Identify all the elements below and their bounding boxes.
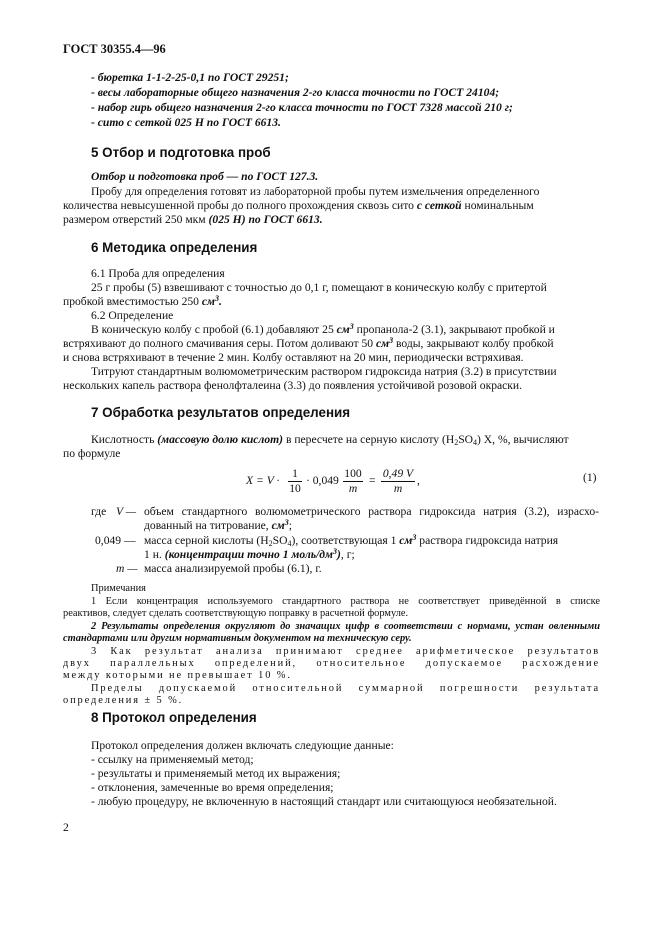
section-5-text-line: размером отверстий 250 мкм (025 Н) по ГОСТ 6613. bbox=[63, 213, 323, 226]
where-v-definition-line: объем стандартного волюмометрического раствора гидроксида натрия (3.2), израсхо- bbox=[144, 505, 599, 518]
section-7-intro-line: Кислотность (массовую долю кислот) в пересчете на серную кислоту $(H_2SO_4)$ X, %, вычисляют bbox=[91, 433, 569, 447]
note-3-line: двух параллельных определений, относительное допускаемое расхождение bbox=[63, 658, 600, 669]
formula-fraction-3-numerator: 0,49 V bbox=[382, 467, 414, 480]
where-m-definition-line: масса анализируемой пробы (6.1), г. bbox=[144, 562, 322, 575]
section-6-text-line: нескольких капель раствора фенолфталеина (3.3) до появления устойчивой розовой окраски. bbox=[63, 379, 523, 392]
section-5-text-line: количества невысушенной пробы до полного прохождения сквозь сито с сеткой номинальным bbox=[63, 199, 534, 212]
section-7-heading: 7 Обработка результатов определения bbox=[91, 405, 351, 420]
where-label: где bbox=[91, 505, 107, 518]
formula-coefficient: · 0,049 bbox=[306, 474, 339, 487]
section-6-text-line: и снова встряхивают в течение 2 мин. Колбу оставляют на 20 мин, периодически встряхивая. bbox=[63, 351, 524, 364]
section-6-text-line: Титруют стандартным волюмометрическим раствором гидроксида натрия (3.2) в присутствии bbox=[91, 365, 557, 378]
protocol-list-item: - любую процедуру, не включенную в настоящий стандарт или считающуюся необязательной. bbox=[91, 795, 557, 808]
note-3-line: между которыми не превышает 10 %. bbox=[63, 670, 292, 681]
subsection-6-1-title: 6.1 Проба для определения bbox=[91, 267, 225, 280]
formula-fraction-3-denominator: m bbox=[393, 482, 403, 495]
section-5-heading: 5 Отбор и подготовка проб bbox=[91, 145, 271, 160]
section-6-text-line: пробкой вместимостью 250 $см^3$. bbox=[63, 294, 222, 308]
note-2-line: 2 Результаты определения округляют до значащих цифр в соответствии с нормами, устан овленными bbox=[91, 621, 600, 632]
section-7-intro-line: по формуле bbox=[63, 447, 121, 460]
equipment-item: - сито с сеткой 025 Н по ГОСТ 6613. bbox=[91, 116, 281, 129]
formula-equals: = bbox=[369, 474, 376, 487]
section-5-subheading: Отбор и подготовка проб — по ГОСТ 127.3. bbox=[91, 170, 319, 183]
where-symbol-coefficient: 0,049 — bbox=[95, 534, 136, 547]
note-1-line: реактивов, следует сделать соответствующую поправку в расчетной формуле. bbox=[63, 608, 409, 619]
subsection-6-2-title: 6.2 Определение bbox=[91, 309, 174, 322]
where-symbol-v: V — bbox=[116, 505, 137, 518]
formula-fraction-2-denominator: m bbox=[348, 482, 358, 495]
formula-fraction-1-denominator: 10 bbox=[289, 482, 301, 495]
protocol-list-item: - ссылку на применяемый метод; bbox=[91, 753, 254, 766]
where-coefficient-definition-line: 1 н. (концентрации точно 1 моль/$дм^3$), г; bbox=[144, 547, 355, 561]
note-2-line: стандартами или другим нормативным документом на техническую серу. bbox=[63, 633, 412, 644]
section-6-heading: 6 Методика определения bbox=[91, 240, 258, 255]
section-6-text-line: 25 г пробы (5) взвешивают с точностью до 0,1 г, помещают в коническую колбу с притертой bbox=[91, 281, 547, 294]
equipment-item: - бюретка 1-1-2-25-0,1 по ГОСТ 29251; bbox=[91, 71, 289, 84]
note-3-line: 3 Как результат анализа принимают среднее арифметическое результатов bbox=[91, 646, 600, 657]
where-coefficient-definition-line: масса серной кислоты $(H_2SO_4)$, соответствующая 1 $см^3$ раствора гидроксида натрия bbox=[144, 533, 559, 548]
formula-trailing-comma: , bbox=[417, 474, 420, 487]
section-6-text-line: В коническую колбу с пробой (6.1) добавляют 25 $см^3$ пропанола-2 (3.1), закрывают пробкой и bbox=[91, 322, 555, 336]
section-8-heading: 8 Протокол определения bbox=[91, 710, 257, 725]
note-4-line: Пределы допускаемой относительной суммарной погрешности результата bbox=[91, 683, 600, 694]
section-8-intro: Протокол определения должен включать следующие данные: bbox=[91, 739, 394, 752]
equipment-item: - весы лабораторные общего назначения 2-го класса точности по ГОСТ 24104; bbox=[91, 86, 500, 99]
formula-lhs: X = V · bbox=[246, 474, 280, 487]
note-1-line: 1 Если концентрация используемого стандартного раствора не соответствует приведённой в списке bbox=[91, 596, 600, 607]
document-header-id: ГОСТ 30355.4—96 bbox=[63, 42, 166, 56]
section-6-text-line: встряхивают до полного смачивания серы. Потом доливают 50 $см^3$ воды, закрывают колбу пробкой bbox=[63, 336, 554, 350]
formula-fraction-1-numerator: 1 bbox=[292, 467, 298, 480]
formula-fraction-2-numerator: 100 bbox=[344, 467, 362, 480]
formula-number: (1) bbox=[583, 471, 597, 484]
note-4-line: определения ± 5 %. bbox=[63, 695, 184, 706]
where-v-definition-line: дованный на титрование, $см^3$; bbox=[144, 518, 292, 532]
section-5-text-line: Пробу для определения готовят из лабораторной пробы путем измельчения определенного bbox=[91, 185, 540, 198]
page-number: 2 bbox=[63, 821, 69, 834]
where-symbol-m: m — bbox=[116, 562, 138, 575]
protocol-list-item: - отклонения, замеченные во время определения; bbox=[91, 781, 334, 794]
notes-title: Примечания bbox=[91, 583, 146, 594]
protocol-list-item: - результаты и применяемый метод их выражения; bbox=[91, 767, 341, 780]
equipment-item: - набор гирь общего назначения 2-го класса точности по ГОСТ 7328 массой 210 г; bbox=[91, 101, 513, 114]
